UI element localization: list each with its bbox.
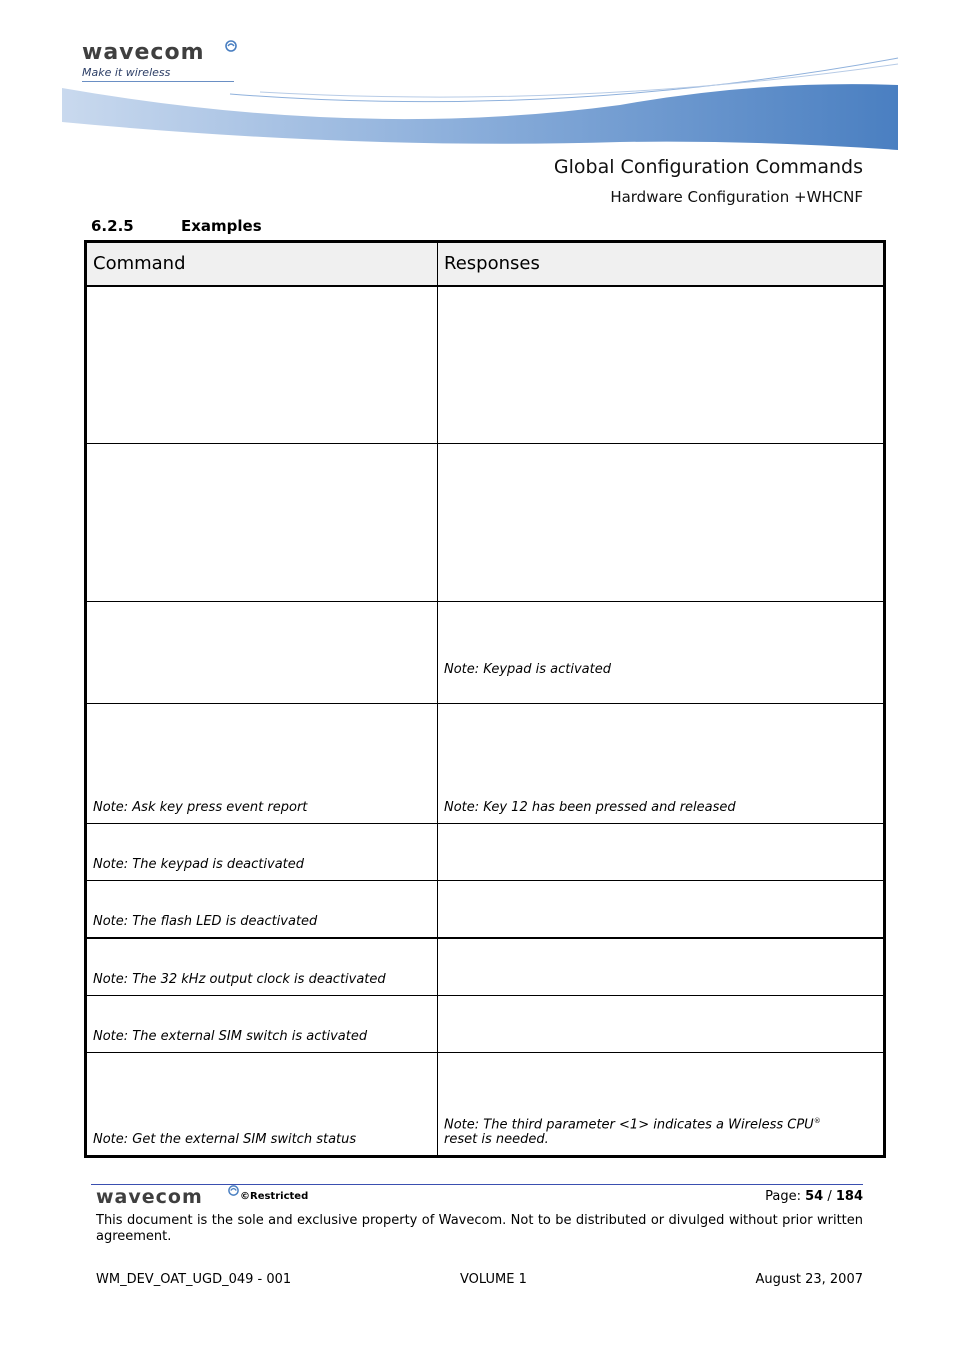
- response-cell: [438, 881, 885, 938]
- command-cell: [86, 444, 438, 602]
- section-title: Examples: [181, 217, 262, 235]
- page-header-title: Global Configuration Commands: [553, 156, 863, 178]
- response-note-line2: reset is needed.: [444, 1132, 549, 1147]
- command-cell: Note: The external SIM switch is activated: [86, 996, 438, 1053]
- column-header-command: Command: [86, 242, 438, 286]
- section-heading: [91, 217, 262, 235]
- response-cell: [438, 824, 885, 881]
- section-number: 6.2.5: [91, 217, 134, 235]
- table-row: [86, 824, 885, 881]
- response-cell: [438, 286, 885, 444]
- footer-restricted-label: ©Restricted: [240, 1191, 309, 1202]
- table-header-row: [86, 242, 885, 286]
- response-cell: Note: Keypad is activated: [438, 602, 885, 704]
- footer-page-number: Page: 54 / 184: [765, 1189, 863, 1204]
- command-cell: Note: The keypad is deactivated: [86, 824, 438, 881]
- command-cell: Note: Get the external SIM switch status: [86, 1053, 438, 1157]
- response-note-line1: Note: The third parameter <1> indicates a Wireless CPU: [444, 1117, 814, 1132]
- command-cell: Note: The flash LED is deactivated: [86, 881, 438, 938]
- command-cell: Note: The 32 kHz output clock is deactivated: [86, 938, 438, 996]
- footer-divider: [91, 1184, 863, 1185]
- command-cell: [86, 602, 438, 704]
- footer-logo-wordmark: wavecom: [96, 1186, 203, 1208]
- header-swoosh-banner: [60, 50, 900, 155]
- table-row: [86, 704, 885, 824]
- logo-wordmark: wavecom: [82, 40, 205, 65]
- response-cell: Note: Key 12 has been pressed and released: [438, 704, 885, 824]
- response-cell: [438, 996, 885, 1053]
- table-row: [86, 1053, 885, 1157]
- command-cell: Note: Ask key press event report: [86, 704, 438, 824]
- examples-table: [84, 240, 886, 1158]
- table-row: [86, 996, 885, 1053]
- footer-doc-reference: WM_DEV_OAT_UGD_049 - 001: [96, 1272, 292, 1287]
- response-cell: [438, 444, 885, 602]
- page-header-subtitle: Hardware Configuration +WHCNF: [610, 188, 863, 206]
- table-row: [86, 881, 885, 938]
- response-cell: [438, 938, 885, 996]
- table-row: [86, 444, 885, 602]
- table-row: [86, 286, 885, 444]
- footer-legal-notice: This document is the sole and exclusive property of Wavecom. Not to be distributed or divulged without prior written agreement.: [96, 1213, 863, 1244]
- logo-tagline: Make it wireless: [82, 66, 234, 82]
- page-total: 184: [835, 1189, 863, 1204]
- command-cell: [86, 286, 438, 444]
- response-cell: [438, 1053, 885, 1157]
- table-row: [86, 602, 885, 704]
- footer-volume: VOLUME 1: [460, 1272, 527, 1287]
- column-header-responses: Responses: [438, 242, 885, 286]
- registered-mark: ®: [813, 1116, 821, 1125]
- page-current: 54: [805, 1189, 824, 1204]
- table-row: [86, 938, 885, 996]
- footer-swirl-icon: [228, 1185, 239, 1196]
- footer-date: August 23, 2007: [755, 1272, 863, 1287]
